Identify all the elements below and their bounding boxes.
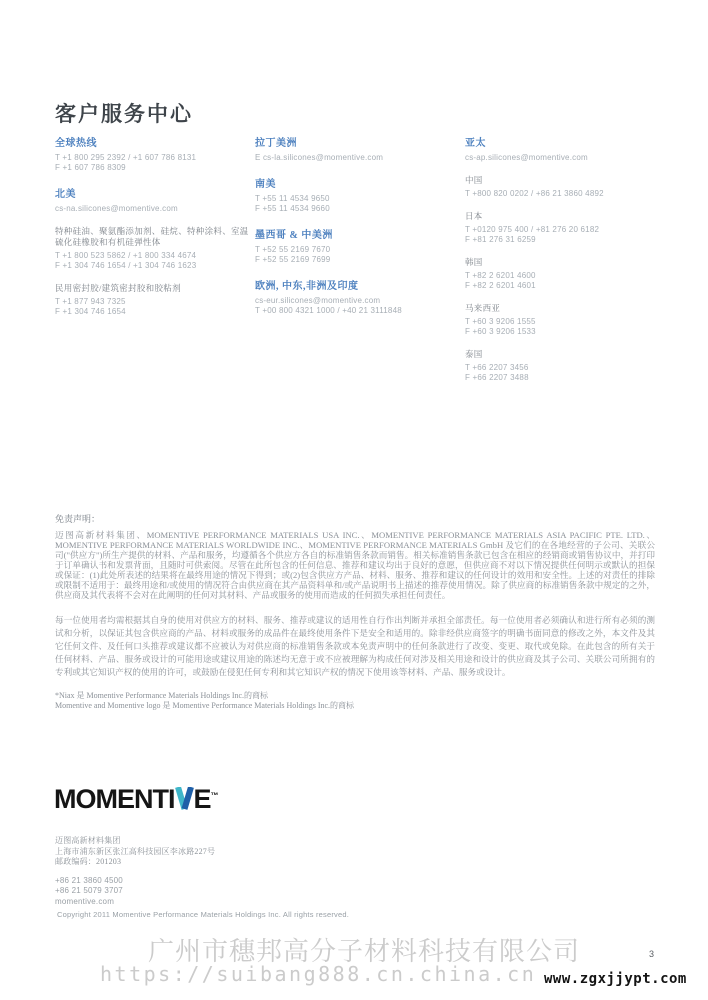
- disclaimer-heading: 免责声明：: [55, 514, 101, 524]
- contact-line: F +55 11 4534 9660: [255, 204, 330, 213]
- trademark-note-niax: *Niax 是 Momentive Performance Materials Holdings Inc.的商标: [55, 691, 269, 700]
- region-heading: 南美: [255, 179, 276, 190]
- trademark-symbol: ™: [210, 791, 219, 800]
- page-number: 3: [649, 949, 655, 959]
- category-label: 日本: [465, 211, 483, 221]
- contact-line: F +52 55 2169 7699: [255, 255, 331, 264]
- contact-line: T +00 800 4321 1000 / +40 21 3111848: [255, 306, 402, 315]
- copyright-line: Copyright 2011 Momentive Performance Materials Holdings Inc. All rights reserved.: [57, 910, 350, 919]
- contact-line: T +1 877 943 7325: [55, 297, 126, 306]
- region-heading: 墨西哥 & 中美洲: [255, 230, 333, 241]
- contact-block: [255, 134, 460, 163]
- region-heading: 拉丁美洲: [255, 138, 297, 149]
- contact-block: [465, 211, 680, 245]
- contact-block: [55, 185, 251, 214]
- disclaimer-paragraph-1: 迈图高新材料集团、MOMENTIVE PERFORMANCE MATERIALS USA INC.、MOMENTIVE PERFORMANCE MATERIALS ASIA PACIFIC PTE. LTD.、MOMENTIVE PERFORMANCE MATERIALS WORLDWIDE INC.、MOMENTIVE PERFORMANCE MATERIALS GmbH 及它们的在各地经营的子公司、关联公司("供应方")所生产提供的材料、产品和服务，均遵循各个供应方各自的标准销售条款而销售。相关标准销售条款已包含在相应的经销商或销售协议中，并打印于订单确认书和发票背面，且随时可供索阅。尽管在此所包含的任何信息、推荐和建议均出于良好的意愿，但供应商不对以下情况提供任何明示或默认的担保或保证：(1)此处所表述的结果将在最终用途的情况下得到；或(2)包含供应方产品、材料、服务、推荐和建议的任何设计的效用和安全性。上述的对责任的排除或限制不适用于：最终用途和/或使用的情况符合由供应商在其产品资料单和/或产品说明书上描述的推荐使用情况。除了供应商的标准销售条款中规定的之外，供应商及其代表将不会对在此阐明的任何对其材料、产品或服务的使用而造成的任何损失承担任何责任。: [55, 530, 655, 600]
- contact-line: T +1 800 523 5862 / +1 800 334 4674: [55, 251, 197, 260]
- momentive-logo: [54, 784, 219, 815]
- category-label: 马来西亚: [465, 303, 501, 313]
- category-label: 韩国: [465, 257, 483, 267]
- watermark-site-url: www.zgxjjypt.com: [544, 971, 687, 987]
- logo-text-suffix: E: [193, 784, 211, 814]
- trademark-note-momentive: Momentive and Momentive logo 是 Momentive Performance Materials Holdings Inc.的商标: [55, 701, 355, 710]
- contact-line: F +66 2207 3488: [465, 373, 529, 382]
- contact-block: [465, 134, 680, 163]
- company-phone-2: +86 21 5079 3707: [55, 886, 123, 895]
- contact-block: [255, 277, 460, 316]
- contact-block: [465, 175, 680, 199]
- contact-line: T +66 2207 3456: [465, 363, 529, 372]
- contact-block: [465, 349, 680, 383]
- region-heading: 全球热线: [55, 138, 97, 149]
- contact-block: [55, 134, 251, 173]
- contact-line: F +81 276 31 6259: [465, 235, 536, 244]
- page-title: 客户服务中心: [55, 102, 193, 126]
- company-name: 迈图高新材料集团: [55, 836, 121, 845]
- logo-v-icon: [175, 787, 194, 811]
- contact-block: [465, 257, 680, 291]
- company-phone-1: +86 21 3860 4500: [55, 875, 123, 885]
- contact-line: cs-na.silicones@momentive.com: [55, 204, 178, 213]
- contact-line: F +60 3 9206 1533: [465, 327, 536, 336]
- contact-block: [255, 226, 460, 265]
- company-website: momentive.com: [55, 896, 115, 906]
- category-label: 中国: [465, 175, 483, 185]
- contact-column-latin-america-europe: [255, 134, 460, 328]
- company-postal-code: 邮政编码：201203: [55, 857, 122, 866]
- contact-block: [255, 175, 460, 214]
- contact-block: [55, 283, 251, 317]
- watermark-company-name: 广州市穗邦高分子材料科技有限公司: [148, 937, 581, 966]
- company-info: [55, 836, 215, 907]
- contact-line: cs-ap.silicones@momentive.com: [465, 153, 588, 162]
- contact-line: T +1 800 295 2392 / +1 607 786 8131: [55, 153, 197, 162]
- contact-line: T +82 2 6201 4600: [465, 271, 536, 280]
- category-label: 泰国: [465, 349, 483, 359]
- disclaimer-section: [55, 512, 655, 711]
- region-heading: 亚太: [465, 138, 486, 149]
- contact-column-global-north-america: [55, 134, 251, 329]
- contact-line: E cs-la.silicones@momentive.com: [255, 153, 384, 162]
- company-contacts: [55, 876, 215, 908]
- contact-line: F +82 2 6201 4601: [465, 281, 536, 290]
- contact-line: F +1 607 786 8309: [55, 163, 126, 172]
- contact-line: T +60 3 9206 1555: [465, 317, 536, 326]
- contact-line: T +52 55 2169 7670: [255, 245, 331, 254]
- contact-line: T +55 11 4534 9650: [255, 194, 330, 203]
- contact-line: F +1 304 746 1654: [55, 307, 126, 316]
- category-label: 特种硅油、聚氨酯添加剂、硅烷、特种涂料、室温硫化硅橡胶和有机硅弹性体: [55, 226, 249, 247]
- logo-text-prefix: MOMENTI: [54, 784, 175, 814]
- contact-line: F +1 304 746 1654 / +1 304 746 1623: [55, 261, 197, 270]
- region-heading: 欧洲, 中东,非洲及印度: [255, 281, 359, 292]
- contact-line: cs-eur.silicones@momentive.com: [255, 296, 381, 305]
- contact-column-asia-pacific: [465, 134, 680, 395]
- disclaimer-paragraph-2: 每一位使用者均需根据其自身的使用对供应方的材料、服务、推荐或建议的适用性自行作出判断并承担全部责任。每一位使用者必须确认和进行所有必须的测试和分析，以保证其包含供应商的产品、材料或服务的成品件在最终使用条件下是安全和适用的。除非经供应商签字的明确书面同意的修改之外，本文件及其它任何文件、及任何口头推荐或建议都不应被认为对供应商的标准销售条款或本免责声明中的任何条款进行了改变、变更、取代或免除。在此包含的所有关于任何材料、产品、服务或设计的可能用途或建议用途的陈述均无意于或不应被理解为构成任何对涉及相关用途和设计的供应商及其子公司、关联公司所拥有的专利或其它知识产权的使用的许可，或鼓励在侵犯任何专利和其它知识产权的情况下使用该等材料、产品、服务或设计。: [55, 615, 655, 677]
- watermark-url: https://suibang888.cn.china.cn: [100, 962, 537, 986]
- contact-block: [55, 226, 251, 271]
- region-heading: 北美: [55, 189, 76, 200]
- category-label: 民用密封胶/建筑密封胶和胶粘剂: [55, 283, 181, 293]
- contact-block: [465, 303, 680, 337]
- contact-line: T +800 820 0202 / +86 21 3860 4892: [465, 189, 604, 198]
- company-address: 上海市浦东新区张江高科技园区李冰路227号: [55, 846, 216, 856]
- trademark-notes: [55, 691, 655, 711]
- contact-line: T +0120 975 400 / +81 276 20 6182: [465, 225, 600, 234]
